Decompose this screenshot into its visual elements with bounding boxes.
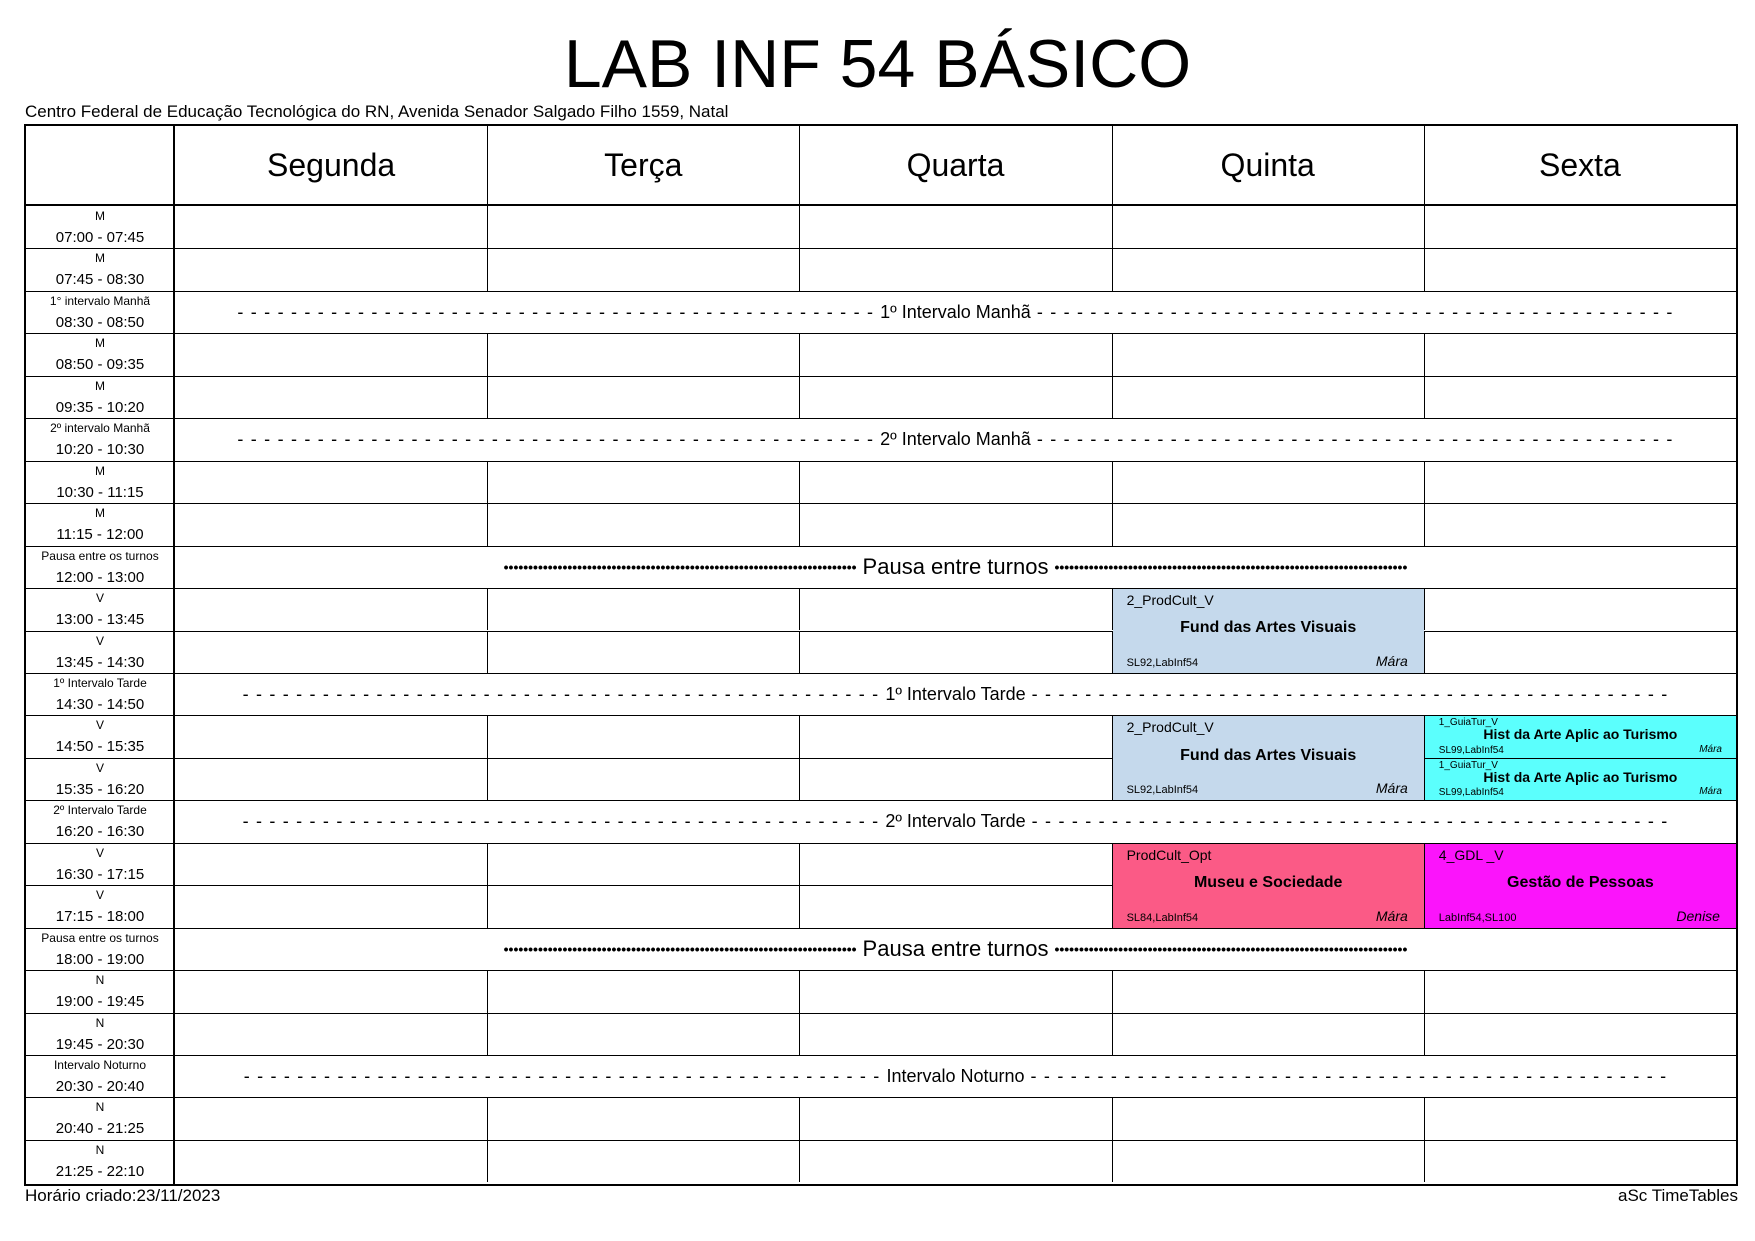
period-name: N [95, 1100, 105, 1115]
day-header-terça: Terça [604, 147, 683, 183]
lesson-card[interactable] [1425, 759, 1736, 800]
period-time: 11:15 - 12:00 [56, 526, 144, 544]
period-name: Pausa entre os turnos [41, 548, 159, 563]
lesson-subject: Museu e Sociedade [1193, 874, 1343, 892]
break-filler: - - - - - - - - - - - - - - - - - - - - - - - - - - - - - - - - - - - - - - - - - - - - - - - - [1031, 683, 1669, 704]
period-time: 07:00 - 07:45 [55, 229, 145, 246]
lesson-card[interactable] [1113, 716, 1424, 800]
lesson-rooms: SL84,LabInf54 [1126, 911, 1199, 924]
period-time: 15:35 - 16:20 [55, 780, 145, 798]
period-name: 1° intervalo Manhã [49, 293, 151, 308]
lesson-card[interactable] [1113, 589, 1424, 673]
day-divider [1112, 970, 1113, 1012]
day-divider [1424, 461, 1425, 503]
day-divider [1112, 1013, 1113, 1055]
row-divider [26, 333, 1736, 334]
period-name: 2º intervalo Manhã [50, 421, 150, 436]
break-label: Pausa entre turnos [862, 553, 1049, 579]
day-divider [799, 376, 800, 418]
break-row [175, 418, 1736, 460]
row-divider [26, 1013, 1736, 1014]
period-name: V [95, 591, 104, 606]
day-divider [799, 758, 800, 800]
period-label [26, 631, 174, 673]
day-divider [487, 248, 488, 290]
day-divider [1112, 206, 1113, 248]
period-label [26, 1097, 174, 1139]
period-label [26, 546, 174, 588]
period-name: Intervalo Noturno [53, 1058, 147, 1072]
period-label [26, 461, 174, 503]
period-time: 12:00 - 13:00 [55, 568, 145, 586]
day-divider [799, 503, 800, 545]
break-row [175, 291, 1736, 333]
period-label [26, 248, 174, 290]
day-divider [1424, 503, 1425, 545]
period-name: M [95, 506, 105, 521]
day-divider [1112, 248, 1113, 290]
day-divider [1112, 461, 1113, 503]
period-name: Pausa entre os turnos [41, 930, 159, 945]
break-label: 1º Intervalo Manhã [880, 301, 1031, 322]
day-divider [1112, 126, 1113, 206]
day-divider [487, 1140, 488, 1182]
period-label [26, 1013, 174, 1055]
break-filler: - - - - - - - - - - - - - - - - - - - - - - - - - - - - - - - - - - - - - - - - - - - - - - - - [243, 1065, 881, 1086]
lesson-teacher: Mára [1375, 652, 1408, 669]
day-divider [1424, 333, 1425, 375]
lesson-teacher: Mára [1699, 786, 1722, 798]
lesson-rooms: SL99,LabInf54 [1438, 744, 1504, 756]
row-divider [26, 1097, 1736, 1098]
day-divider [487, 503, 488, 545]
day-divider [487, 461, 488, 503]
lesson-subject: Hist da Arte Aplic ao Turismo [1483, 726, 1678, 743]
row-divider [26, 461, 1736, 462]
day-header-quinta: Quinta [1220, 147, 1315, 183]
period-time: 13:45 - 14:30 [55, 653, 145, 671]
row-divider [26, 631, 1736, 632]
period-name: M [95, 209, 105, 223]
day-divider [799, 1140, 800, 1182]
period-time: 16:20 - 16:30 [55, 823, 145, 841]
break-filler: - - - - - - - - - - - - - - - - - - - - - - - - - - - - - - - - - - - - - - - - - - - - - - - - [242, 683, 880, 704]
day-divider [1112, 503, 1113, 545]
lesson-rooms: LabInf54,SL100 [1438, 911, 1517, 924]
day-header-segunda: Segunda [267, 147, 396, 183]
period-name: 2º Intervalo Tarde [53, 803, 147, 818]
header-divider [26, 204, 1736, 206]
period-time: 10:30 - 11:15 [56, 483, 144, 501]
period-name: M [95, 336, 105, 351]
period-name: V [95, 718, 104, 733]
lesson-card[interactable] [1425, 716, 1736, 757]
page-title: LAB INF 54 BÁSICO [563, 26, 1192, 102]
lesson-teacher: Mára [1375, 907, 1408, 924]
day-divider [799, 631, 800, 673]
day-divider [1424, 631, 1425, 673]
period-name: V [95, 845, 104, 860]
period-time: 17:15 - 18:00 [55, 908, 145, 926]
break-filler: - - - - - - - - - - - - - - - - - - - - - - - - - - - - - - - - - - - - - - - - - - - - - - - - [1031, 811, 1669, 832]
period-name: N [95, 1142, 105, 1157]
period-time: 20:40 - 21:25 [55, 1120, 145, 1138]
break-filler: •••••••••••••••••••••••••••••••••••••••••••••••••••••••••••••••••••••••• [503, 558, 857, 575]
period-label [26, 970, 174, 1012]
day-divider [799, 248, 800, 290]
lesson-group: 2_ProdCult_V [1126, 592, 1214, 609]
day-divider [1424, 376, 1425, 418]
lesson-subject: Fund das Artes Visuais [1180, 746, 1357, 764]
row-divider [26, 503, 1736, 504]
day-divider [799, 206, 800, 248]
day-divider [1424, 248, 1425, 290]
period-label [26, 291, 174, 333]
day-divider [1112, 1097, 1113, 1139]
period-label [26, 503, 174, 545]
day-divider [799, 461, 800, 503]
day-divider [487, 1097, 488, 1139]
period-name: N [95, 1015, 105, 1030]
period-time: 10:20 - 10:30 [55, 441, 145, 459]
break-label: Pausa entre turnos [862, 935, 1049, 961]
day-divider [799, 588, 800, 630]
day-divider [1424, 126, 1425, 206]
day-divider [487, 206, 488, 248]
period-time: 13:00 - 13:45 [55, 611, 145, 629]
period-time: 09:35 - 10:20 [55, 398, 145, 416]
period-time: 19:00 - 19:45 [55, 993, 145, 1011]
period-name: V [95, 760, 104, 775]
day-divider [799, 715, 800, 757]
day-divider [1424, 588, 1425, 630]
day-divider [487, 758, 488, 800]
break-filler: - - - - - - - - - - - - - - - - - - - - - - - - - - - - - - - - - - - - - - - - - - - - - - - - [242, 811, 880, 832]
row-divider [26, 1140, 1736, 1141]
period-label [26, 758, 174, 800]
day-divider [487, 1013, 488, 1055]
period-name: M [95, 251, 105, 266]
break-label: Intervalo Noturno [886, 1065, 1025, 1086]
day-divider [799, 1097, 800, 1139]
break-label: 2º Intervalo Manhã [880, 428, 1031, 449]
lesson-subject: Gestão de Pessoas [1507, 874, 1654, 892]
period-name: V [95, 888, 104, 903]
break-row [175, 546, 1736, 588]
period-label [26, 206, 174, 248]
lesson-rooms: SL92,LabInf54 [1126, 656, 1199, 669]
period-label [26, 800, 174, 842]
software-credit: aSc TimeTables [1618, 1186, 1738, 1205]
lesson-rooms: SL99,LabInf54 [1438, 787, 1504, 799]
day-divider [487, 843, 488, 885]
day-divider [487, 970, 488, 1012]
row-divider [26, 588, 1736, 589]
period-label [26, 885, 174, 927]
break-row [175, 673, 1736, 715]
lesson-teacher: Mára [1699, 743, 1722, 755]
day-divider [487, 333, 488, 375]
period-name: M [95, 378, 105, 393]
period-label [26, 418, 174, 460]
day-divider [799, 843, 800, 885]
break-filler: - - - - - - - - - - - - - - - - - - - - - - - - - - - - - - - - - - - - - - - - - - - - - - - - [237, 428, 875, 449]
period-label [26, 673, 174, 715]
lesson-group: 1_GuiaTur_V [1438, 759, 1498, 771]
period-time: 21:25 - 22:10 [55, 1162, 145, 1180]
day-divider [487, 126, 488, 206]
created-date: Horário criado:23/11/2023 [25, 1186, 221, 1205]
period-label [26, 1055, 174, 1097]
period-label [26, 928, 174, 970]
period-time: 14:50 - 15:35 [55, 738, 145, 756]
lesson-card[interactable] [1425, 844, 1736, 928]
period-label [26, 1140, 174, 1182]
break-filler: - - - - - - - - - - - - - - - - - - - - - - - - - - - - - - - - - - - - - - - - - - - - - - - - [237, 301, 875, 322]
period-time: 19:45 - 20:30 [55, 1035, 145, 1053]
lesson-card[interactable] [1113, 844, 1424, 928]
day-divider [1424, 1013, 1425, 1055]
break-row [175, 800, 1736, 842]
lesson-rooms: SL92,LabInf54 [1126, 784, 1199, 797]
row-divider [26, 376, 1736, 377]
period-time: 16:30 - 17:15 [55, 865, 145, 883]
day-divider [487, 715, 488, 757]
lesson-group: 4_GDL _V [1438, 846, 1504, 863]
period-label [26, 843, 174, 885]
day-divider [1424, 1097, 1425, 1139]
period-time: 08:30 - 08:50 [55, 313, 145, 331]
break-filler: •••••••••••••••••••••••••••••••••••••••••••••••••••••••••••••••••••••••• [1054, 558, 1408, 575]
break-filler: •••••••••••••••••••••••••••••••••••••••••••••••••••••••••••••••••••••••• [503, 940, 857, 957]
day-divider [1112, 376, 1113, 418]
period-name: N [95, 973, 105, 988]
break-label: 1º Intervalo Tarde [885, 683, 1026, 704]
break-label: 2º Intervalo Tarde [885, 811, 1026, 832]
timetable-grid [24, 124, 1738, 1186]
lesson-subject: Hist da Arte Aplic ao Turismo [1483, 768, 1678, 785]
day-divider [1112, 333, 1113, 375]
break-filler: •••••••••••••••••••••••••••••••••••••••••••••••••••••••••••••••••••••••• [1054, 940, 1408, 957]
row-divider [26, 248, 1736, 249]
break-row [175, 928, 1736, 970]
period-time: 08:50 - 09:35 [55, 356, 145, 374]
period-time: 20:30 - 20:40 [55, 1078, 145, 1095]
period-label [26, 588, 174, 630]
period-time: 14:30 - 14:50 [55, 695, 145, 713]
period-label [26, 376, 174, 418]
day-divider [487, 588, 488, 630]
day-divider [487, 885, 488, 927]
day-divider [1424, 1140, 1425, 1182]
lesson-teacher: Mára [1375, 780, 1408, 797]
break-filler: - - - - - - - - - - - - - - - - - - - - - - - - - - - - - - - - - - - - - - - - - - - - - - - - [1030, 1065, 1668, 1086]
school-address: Centro Federal de Educação Tecnológica do RN, Avenida Senador Salgado Filho 1559, Natal [25, 102, 729, 121]
period-time: 07:45 - 08:30 [55, 271, 145, 289]
day-divider [799, 1013, 800, 1055]
day-divider [487, 376, 488, 418]
day-divider [799, 126, 800, 206]
day-header-sexta: Sexta [1538, 147, 1621, 183]
period-time: 18:00 - 19:00 [55, 950, 145, 968]
period-name: V [95, 633, 104, 648]
day-divider [1424, 206, 1425, 248]
period-label [26, 333, 174, 375]
row-divider [26, 970, 1736, 971]
day-divider [487, 631, 488, 673]
lesson-group: 1_GuiaTur_V [1438, 717, 1498, 729]
lesson-subject: Fund das Artes Visuais [1180, 619, 1357, 637]
day-divider [799, 333, 800, 375]
period-label [26, 715, 174, 757]
period-name: M [95, 463, 105, 478]
day-divider [1112, 1140, 1113, 1182]
break-filler: - - - - - - - - - - - - - - - - - - - - - - - - - - - - - - - - - - - - - - - - - - - - - - - - [1036, 428, 1674, 449]
day-header-quarta: Quarta [906, 147, 1005, 183]
break-row [175, 1055, 1736, 1097]
break-filler: - - - - - - - - - - - - - - - - - - - - - - - - - - - - - - - - - - - - - - - - - - - - - - - - [1036, 301, 1674, 322]
day-divider [799, 970, 800, 1012]
lesson-teacher: Denise [1676, 907, 1720, 924]
lesson-group: 2_ProdCult_V [1126, 719, 1214, 736]
lesson-group: ProdCult_Opt [1126, 846, 1212, 863]
day-divider [799, 885, 800, 927]
day-divider [1424, 970, 1425, 1012]
period-name: 1º Intervalo Tarde [53, 675, 147, 690]
